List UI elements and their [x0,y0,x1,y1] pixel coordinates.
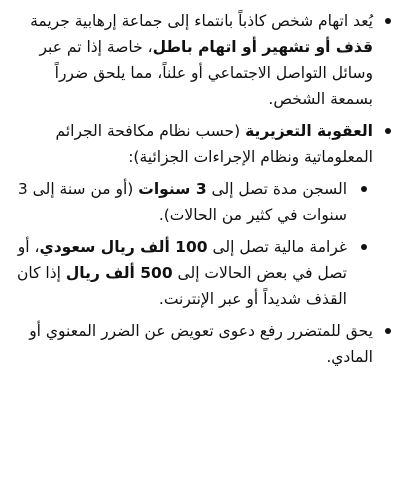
list-item-defamation [12,8,393,112]
bullet-list [12,8,393,370]
item-bold-text: 3 سنوات [138,180,207,198]
item-bold-text: قذف أو تشهير أو اتهام باطل [152,38,373,56]
item-text: ، أو تصل في بعض الحالات إلى [17,238,347,282]
item-text: يُعد اتهام شخص كاذباً بانتماء إلى جماعة إرهابية جريمة [30,12,373,30]
sub-item-prison [12,176,369,228]
sub-item-fine [12,234,369,312]
item-text: ، خاصة إذا تم عبر وسائل التواصل الاجتماعي أو علناً، مما يلحق ضرراً بسمعة الشخص. [39,38,373,108]
item-text: (حسب نظام مكافحة الجرائم المعلوماتية ونظام الإجراءات الجزائية): [55,122,373,166]
item-bold-text: 100 ألف ريال سعودي [39,238,208,256]
list-item-compensation [12,318,393,370]
item-text: السجن مدة تصل إلى [206,180,347,198]
item-bold-text: 500 ألف ريال [65,264,173,282]
list-item-penalty [12,118,393,312]
item-bold-text: العقوبة التعزيرية [245,122,373,140]
item-text: إذا كان القذف شديداً أو عبر الإنترنت. [17,264,347,308]
item-text: (أو من سنة إلى 3 سنوات في كثير من الحالات). [17,180,347,224]
item-text: غرامة مالية تصل إلى [207,238,347,256]
item-text: يحق للمتضرر رفع دعوى تعويض عن الضرر المعنوي أو المادي. [29,322,373,366]
sub-bullet-list [12,176,373,312]
